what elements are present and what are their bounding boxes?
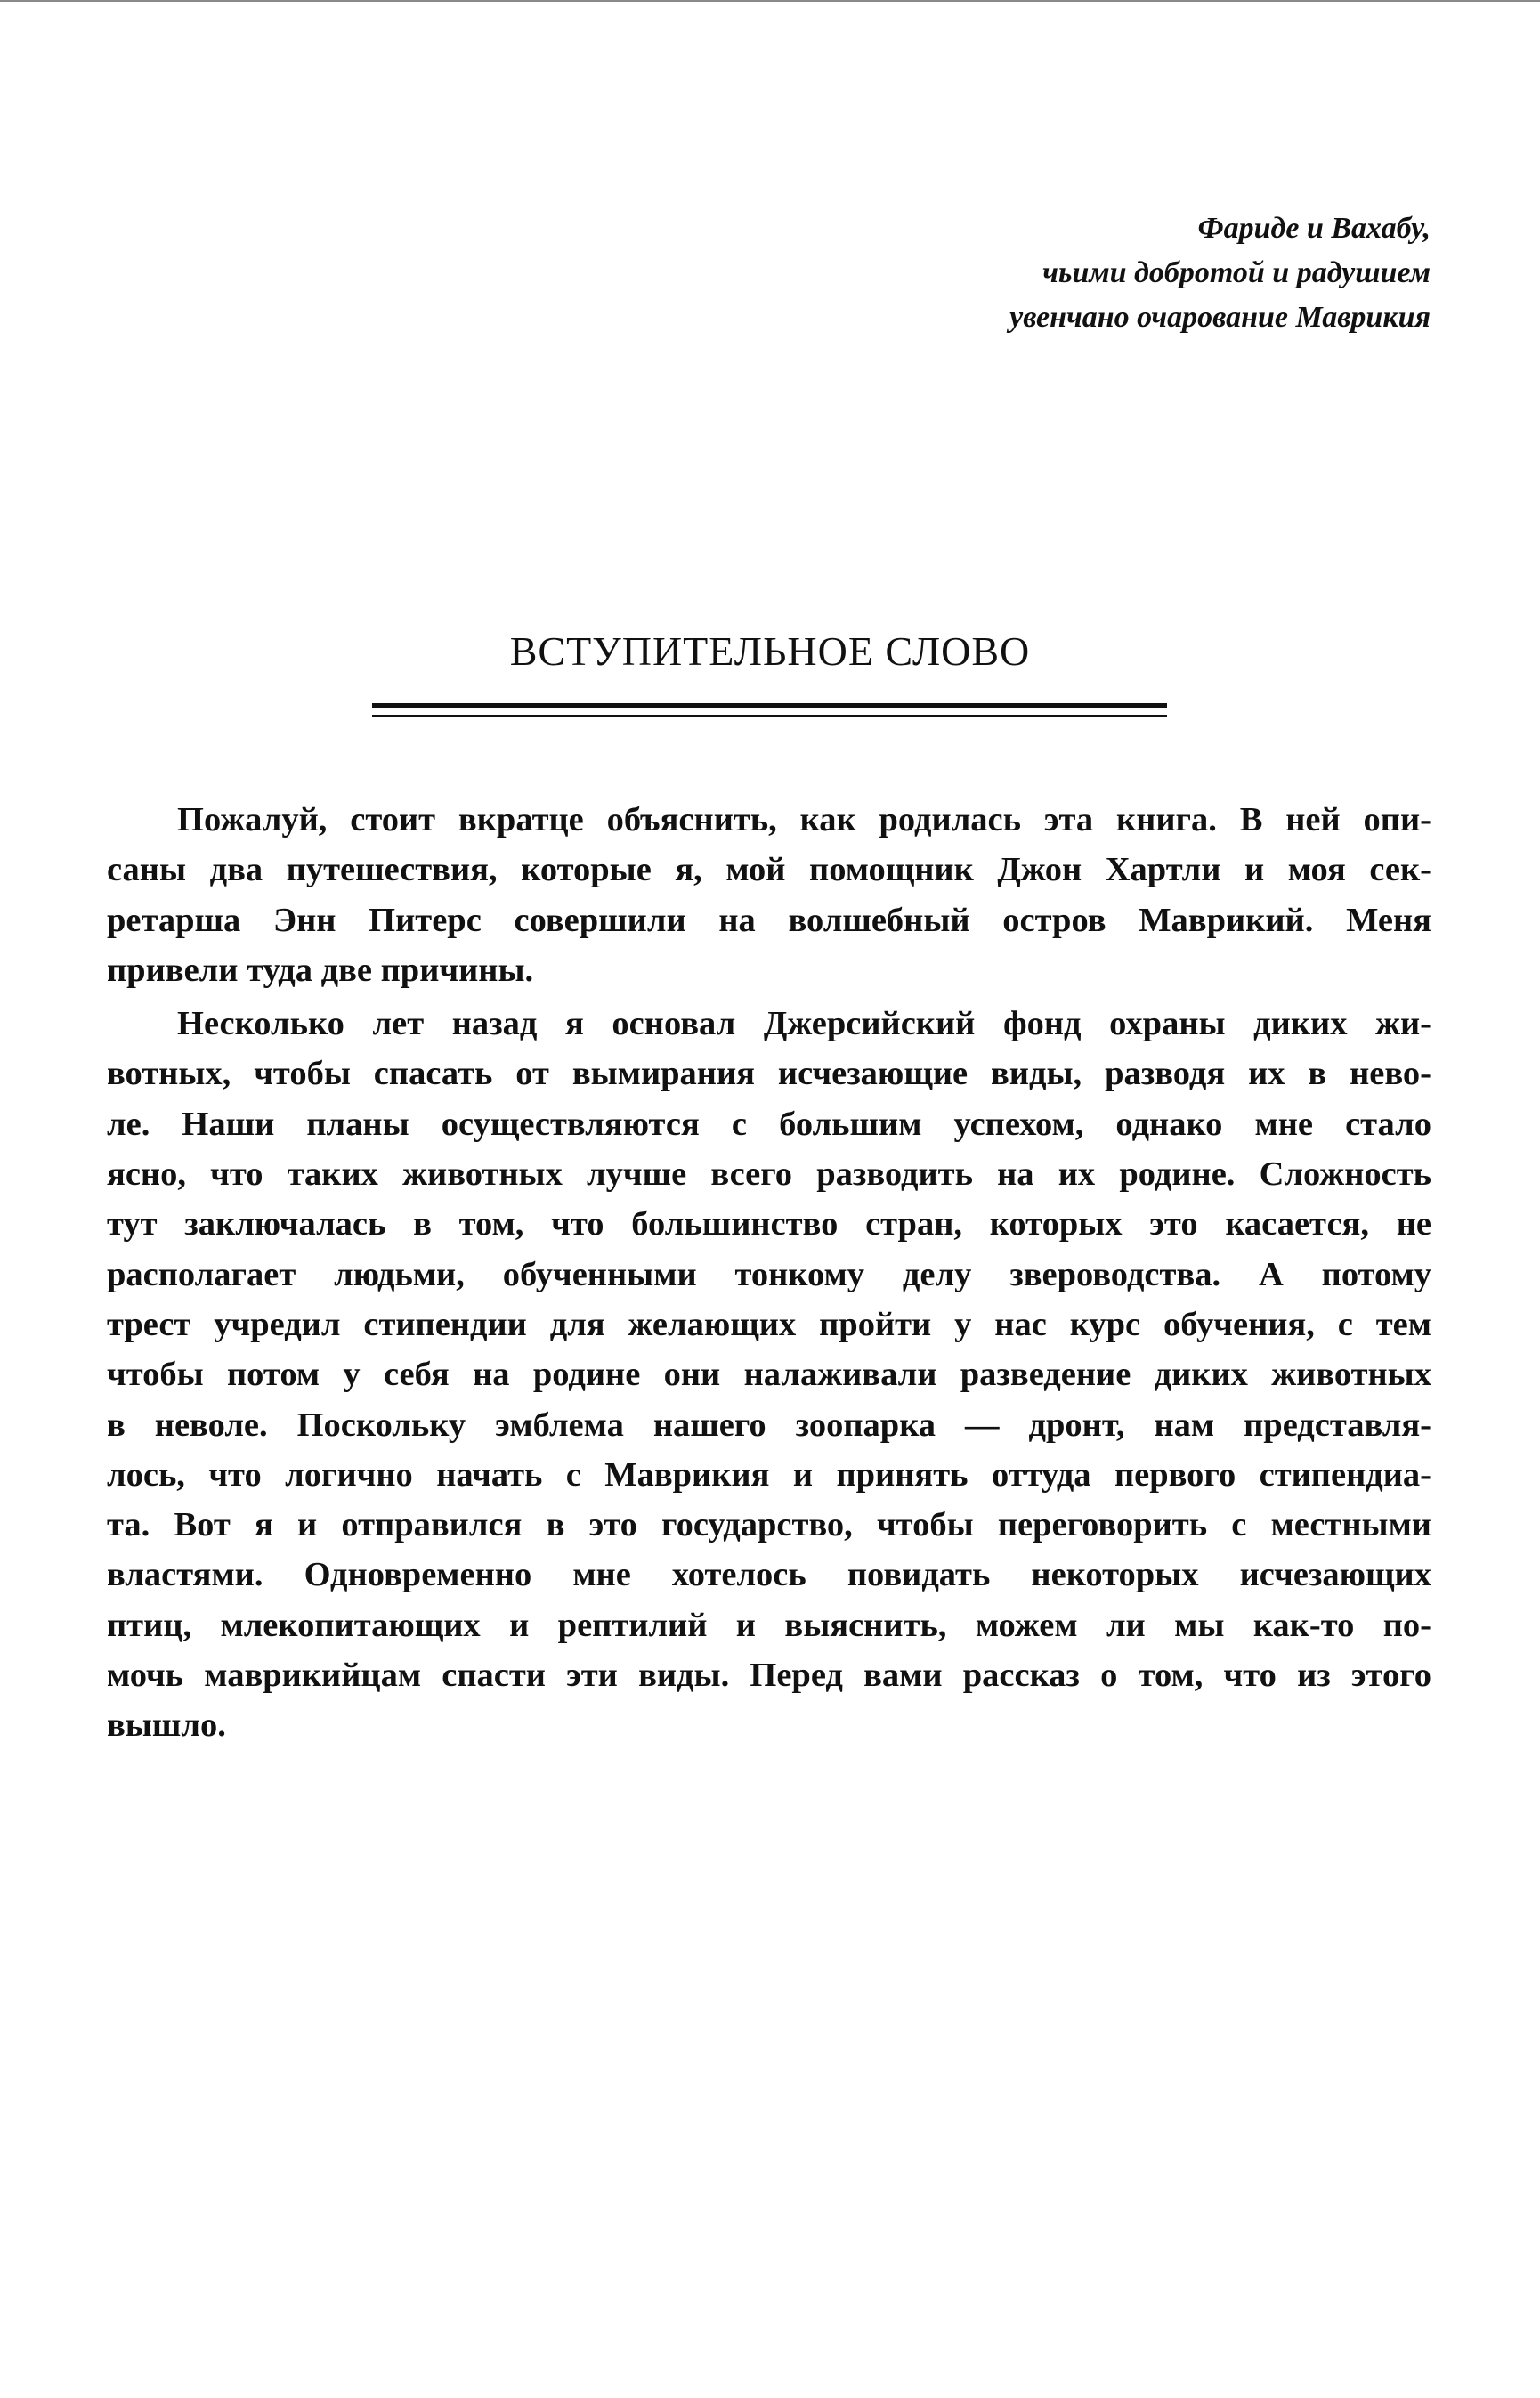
text-line: привели туда две причины. bbox=[107, 951, 534, 989]
text-line: лось, что логично начать с Маврикия и принять оттуда первого стипендиа- bbox=[107, 1455, 1431, 1494]
text-line: располагает людьми, обученными тонкому делу звероводства. А потому bbox=[107, 1255, 1431, 1293]
body-text bbox=[107, 795, 1431, 1754]
text-line: в неволе. Поскольку эмблема нашего зоопарка — дронт, нам представля- bbox=[107, 1406, 1431, 1444]
text-line: та. Вот я и отправился в это государство, чтобы переговорить с местными bbox=[107, 1506, 1431, 1544]
text-line: птиц, млекопитающих и рептилий и выяснить, можем ли мы как-то по- bbox=[107, 1606, 1431, 1644]
text-line: саны два путешествия, которые я, мой помощник Джон Хартли и моя сек- bbox=[107, 851, 1431, 889]
dedication bbox=[629, 207, 1431, 340]
paragraph bbox=[107, 795, 1431, 995]
text-line: чтобы потом у себя на родине они налаживали разведение диких животных bbox=[107, 1356, 1431, 1394]
page-top-edge bbox=[0, 0, 1540, 2]
text-line: трест учредил стипендии для желающих пройти у нас курс обучения, с тем bbox=[107, 1305, 1431, 1343]
text-line: ретарша Энн Питерс совершили на волшебный остров Маврикий. Меня bbox=[107, 901, 1431, 939]
text-line: вотных, чтобы спасать от вымирания исчезающие виды, разводя их в нево- bbox=[107, 1055, 1431, 1093]
paragraph bbox=[107, 999, 1431, 1750]
text-line: вышло. bbox=[107, 1706, 226, 1745]
text-line: ле. Наши планы осуществляются с большим успехом, однако мне стало bbox=[107, 1105, 1431, 1143]
dedication-line: чьими добротой и радушием bbox=[1042, 256, 1431, 289]
dedication-line: увенчано очарование Маврикия bbox=[1009, 301, 1431, 334]
dedication-line: Фариде и Вахабу, bbox=[1197, 212, 1431, 245]
text-line: ясно, что таких животных лучше всего разводить на их родине. Сложность bbox=[107, 1155, 1431, 1194]
title-rule-thin bbox=[372, 715, 1167, 717]
text-line: властями. Одновременно мне хотелось повидать некоторых исчезающих bbox=[107, 1556, 1431, 1594]
text-line: мочь маврикийцам спасти эти виды. Перед вами рассказ о том, что из этого bbox=[107, 1657, 1431, 1695]
title-rule-thick bbox=[372, 703, 1167, 708]
text-line: Пожалуй, стоит вкратце объяснить, как родилась эта книга. В ней опи- bbox=[177, 801, 1431, 838]
text-line: Несколько лет назад я основал Джерсийский фонд охраны диких жи- bbox=[177, 1005, 1431, 1043]
chapter-title: ВСТУПИТЕЛЬНОЕ СЛОВО bbox=[509, 628, 1031, 674]
text-line: тут заключалась в том, что большинство стран, которых это касается, не bbox=[107, 1205, 1431, 1244]
